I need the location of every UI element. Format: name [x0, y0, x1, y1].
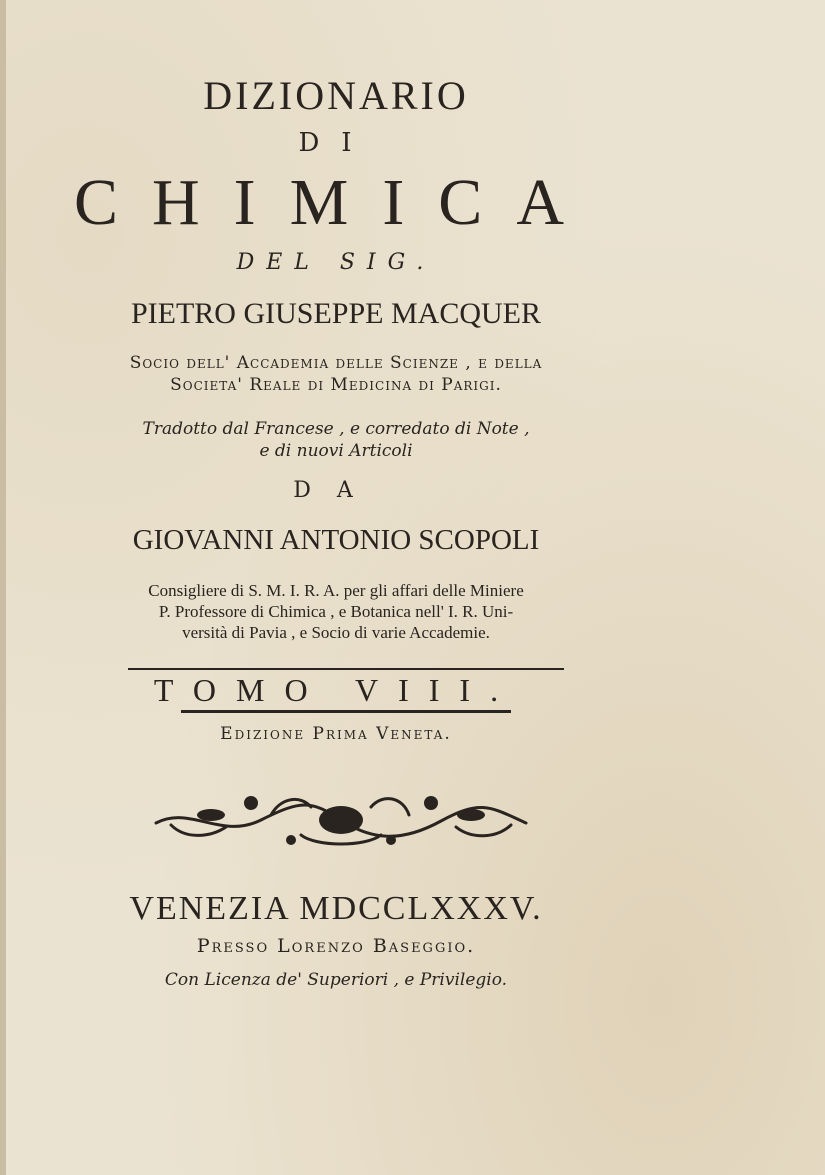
- del-sig: DEL SIG.: [236, 250, 436, 275]
- author-name: PIETRO GIUSEPPE MACQUER: [130, 297, 542, 330]
- license: Con Licenza de' Superiori , e Privilegio.: [164, 970, 508, 990]
- edition: Edizione Prima Veneta.: [220, 724, 452, 744]
- translator-name: GIOVANNI ANTONIO SCOPOLI: [132, 524, 540, 556]
- translation-note: Tradotto dal Francese , e corredato di Note , e di nuovi Articoli: [142, 419, 530, 461]
- floral-ornament-icon: [151, 785, 531, 855]
- volume: TOMO VIII.: [153, 672, 519, 708]
- divider-bottom: [181, 710, 511, 713]
- publisher: Presso Lorenzo Baseggio.: [196, 935, 476, 957]
- title-line-1: DIZIONARIO: [203, 73, 469, 118]
- da: DA: [293, 478, 379, 503]
- title-line-2: CHIMICA: [73, 166, 598, 239]
- translator-affiliation: Consigliere di S. M. I. R. A. per gli affari delle Miniere P. Professore di Chimica , e Botanica nell' I. R. Uni- versità di Pavia , e Socio di varie Accademie.: [148, 581, 524, 642]
- place-and-date: VENEZIA MDCCLXXXV.: [129, 890, 543, 927]
- divider-top: [128, 668, 564, 670]
- author-affiliation: Socio dell' Accademia delle Scienze , e della Societa' Reale di Medicina di Parigi.: [129, 353, 543, 395]
- title-di: DI: [298, 128, 374, 158]
